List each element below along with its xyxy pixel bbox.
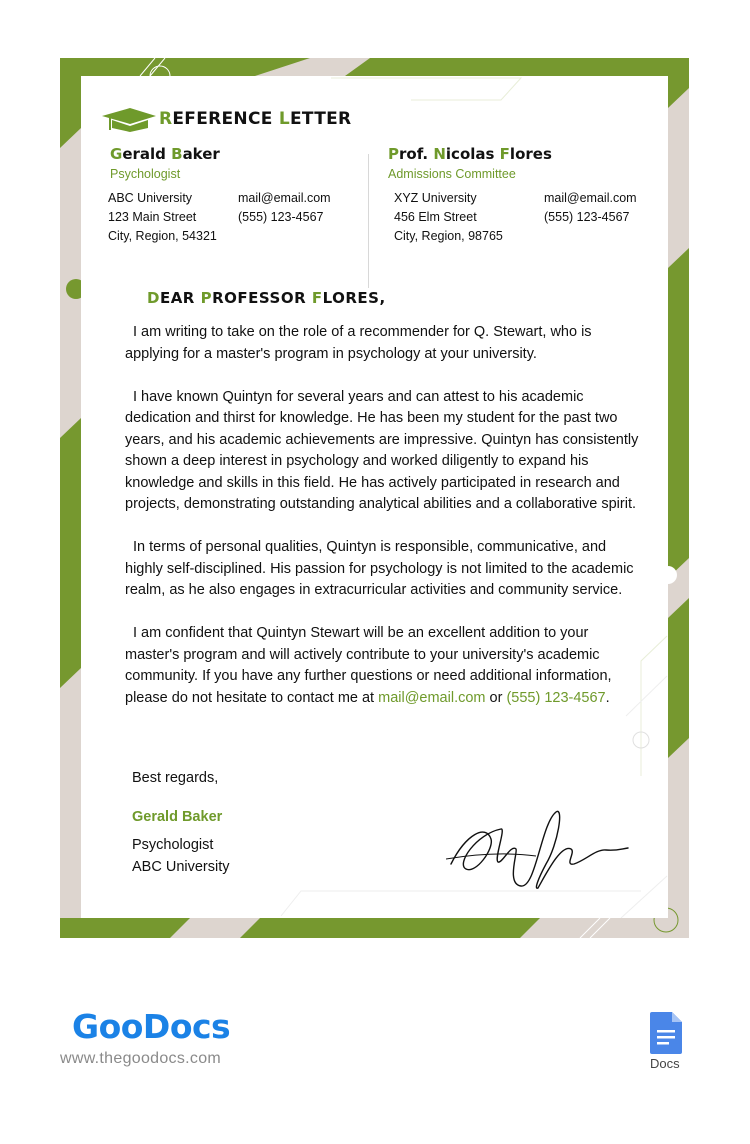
recipient-address-line: 456 Elm Street [394,210,477,224]
sender-address-line: ABC University [108,191,193,205]
document-title: REFERENCE LETTER [159,109,352,129]
body-paragraph-contact [125,623,645,709]
body-paragraph: I am writing to take on the role of a recommender for Q. Stewart, who is applying for a master's program in psychology at your university. [125,324,592,362]
signoff-title: Psychologist [132,837,214,853]
recipient-name: Prof. Nicolas Flores [388,145,552,163]
handwritten-signature [446,804,631,894]
signoff-name: Gerald Baker [132,809,223,825]
site-url[interactable]: www.thegoodocs.com [60,1050,222,1067]
sender-name: Gerald Baker [110,145,220,163]
recipient-address [394,189,503,246]
letter-body [125,322,645,731]
letter-paper [81,76,668,918]
contact-paragraph-text: I am confident that Quintyn Stewart will be an excellent addition to your master's program and will actively contribute to your university's academic community. If you have any further questions or need additional information, please do not hesitate to contact me at [125,625,612,706]
goodocs-logo[interactable]: GooDocs [72,1007,231,1046]
sender-contact [238,189,331,227]
contact-period: . [605,689,610,706]
letter-document [60,58,689,938]
recipient-role: Admissions Committee [388,167,516,181]
body-paragraph: I have known Quintyn for several years and can attest to his academic dedication and thirst for knowledge. He has been my student for the past two years, and his academic achievements are impressive. Quintyn has consistently shown a deep interest in psychology and worked diligently to expand his knowledge and skills in this field. He has actively participated in research and projects, demonstrating outstanding analytical abilities and a collaborative spirit. [125,388,639,512]
recipient-address-line: XYZ University [394,191,477,205]
docs-label: Docs [650,1056,680,1071]
sender-role: Psychologist [110,167,181,181]
sender-email: mail@email.com [238,191,331,205]
recipient-phone: (555) 123-4567 [544,210,630,224]
sender-address-line: City, Region, 54321 [108,229,217,243]
signoff-org: ABC University [132,859,230,875]
sender-address [108,189,217,246]
header-divider [368,154,369,288]
recipient-contact [544,189,637,227]
greeting: DEAR PROFESSOR FLORES, [147,289,386,307]
google-docs-icon[interactable] [650,1012,682,1054]
sender-address-line: 123 Main Street [108,210,197,224]
graduation-cap-icon [102,106,156,132]
contact-phone-link[interactable]: (555) 123-4567 [506,689,606,706]
sender-phone: (555) 123-4567 [238,210,324,224]
closing: Best regards, [132,770,219,786]
contact-email-link[interactable]: mail@email.com [378,689,486,706]
contact-or: or [489,689,503,706]
body-paragraph: In terms of personal qualities, Quintyn is responsible, communicative, and highly self-disciplined. His passion for psychology is not limited to the academic realm, as he also engages in extracurricular activities and community service. [125,539,634,598]
signoff-details [132,834,230,878]
recipient-email: mail@email.com [544,191,637,205]
recipient-address-line: City, Region, 98765 [394,229,503,243]
